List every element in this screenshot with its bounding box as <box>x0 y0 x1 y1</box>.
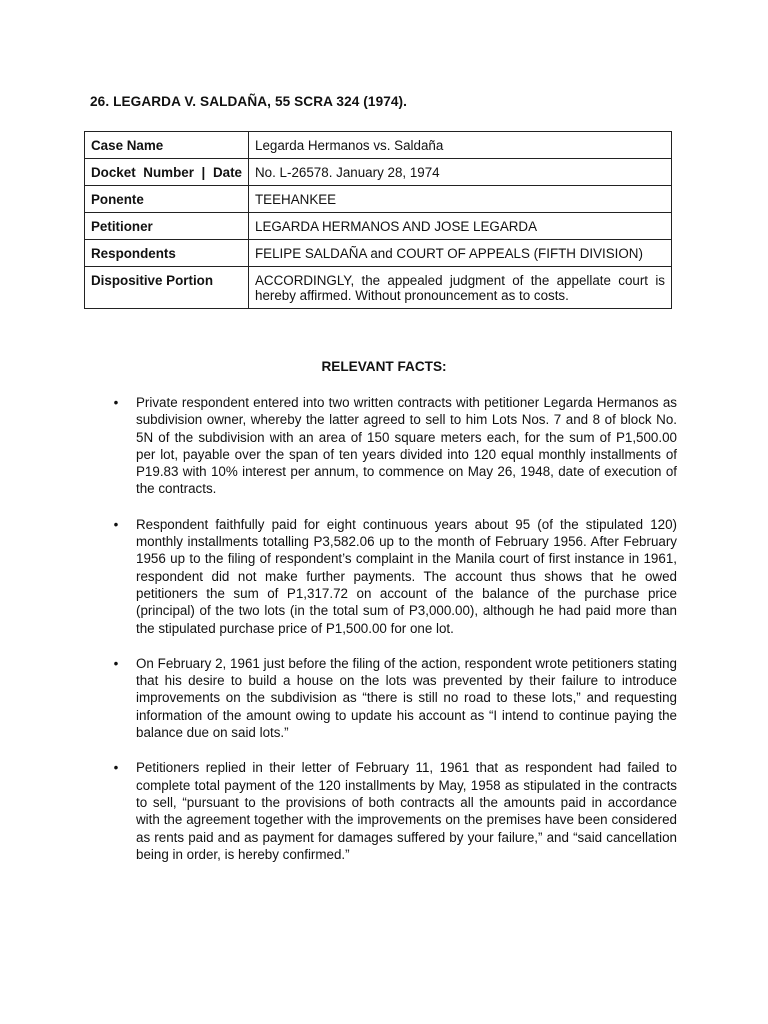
fact-text: Private respondent entered into two written contracts with petitioner Legarda Hermanos as subdivision owner, whereby the latter agreed to sell to him Lots Nos. 7 and 8 of block No. 5N of the subdivision with an area of 150 square meters each, for the sum of P1,500.00 per lot, payable over the span of ten years divided into 120 equal monthly installments of P19.83 with 10% interest per annum, to commence on May 26, 1948, date of execution of the contracts. <box>136 395 677 497</box>
list-item <box>110 655 677 741</box>
bullet-icon: • <box>113 516 119 532</box>
row-label <box>85 159 249 186</box>
list-item <box>110 759 677 863</box>
fact-text: Respondent faithfully paid for eight continuous years about 95 (of the stipulated 120) monthly installments totalling P3,582.06 up to the month of February 1956. After February 1956 up to the filing of respondent’s complaint in the Manila court of first instance in 1961, respondent did not make further payments. The account thus shows that he owed petitioners the sum of P1,317.72 on account of the balance of the purchase price (principal) of the two lots (in the total sum of P3,000.00), although he had paid more than the stipulated purchase price of P1,500.00 for one lot. <box>136 516 677 636</box>
row-value: ACCORDINGLY, the appealed judgment of the appellate court is hereby affirmed. Without pronouncement as to costs. <box>249 267 672 309</box>
row-label: Ponente <box>85 186 249 213</box>
row-label: Dispositive Portion <box>85 267 249 309</box>
row-value: Legarda Hermanos vs. Saldaña <box>249 132 672 159</box>
table-row-petitioner <box>85 213 672 240</box>
row-label: Petitioner <box>85 213 249 240</box>
fact-text: Petitioners replied in their letter of February 11, 1961 that as respondent had failed to complete total payment of the 120 installments by May, 1958 as stipulated in the contracts to sell, “pursuant to the provisions of both contracts all the amounts paid in accordance with the agreement together with the improvements on the premises have been considered as rents paid and as payment for damages suffered by your failure,” and “said cancellation being in order, is hereby confirmed.” <box>136 760 677 862</box>
docket-label: Docket Number | Date <box>91 165 242 180</box>
bullet-icon: • <box>113 760 119 776</box>
table-row-case-name <box>85 132 672 159</box>
bullet-icon: • <box>113 655 119 671</box>
row-label: Case Name <box>85 132 249 159</box>
list-item <box>110 516 677 637</box>
row-value: No. L-26578. January 28, 1974 <box>249 159 672 186</box>
facts-list <box>110 394 677 881</box>
relevant-facts-heading: RELEVANT FACTS: <box>321 359 447 374</box>
table-row-respondents <box>85 240 672 267</box>
bullet-icon: • <box>113 395 119 410</box>
table-row-docket <box>85 159 672 186</box>
row-value: TEEHANKEE <box>249 186 672 213</box>
row-label: Respondents <box>85 240 249 267</box>
table-row-dispositive <box>85 267 672 309</box>
table-row-ponente <box>85 186 672 213</box>
case-info-table <box>84 131 672 309</box>
row-value: LEGARDA HERMANOS AND JOSE LEGARDA <box>249 213 672 240</box>
row-value: FELIPE SALDAÑA and COURT OF APPEALS (FIFTH DIVISION) <box>249 240 672 267</box>
document-title: 26. LEGARDA V. SALDAÑA, 55 SCRA 324 (1974). <box>90 94 408 109</box>
fact-text: On February 2, 1961 just before the filing of the action, respondent wrote petitioners stating that his desire to build a house on the lots was prevented by their failure to introduce improvements on the subdivision as “there is still no road to these lots,” and requesting information of the amount owing to update his account as “I intend to continue paying the balance due on said lots.” <box>136 655 677 741</box>
list-item <box>110 394 677 498</box>
